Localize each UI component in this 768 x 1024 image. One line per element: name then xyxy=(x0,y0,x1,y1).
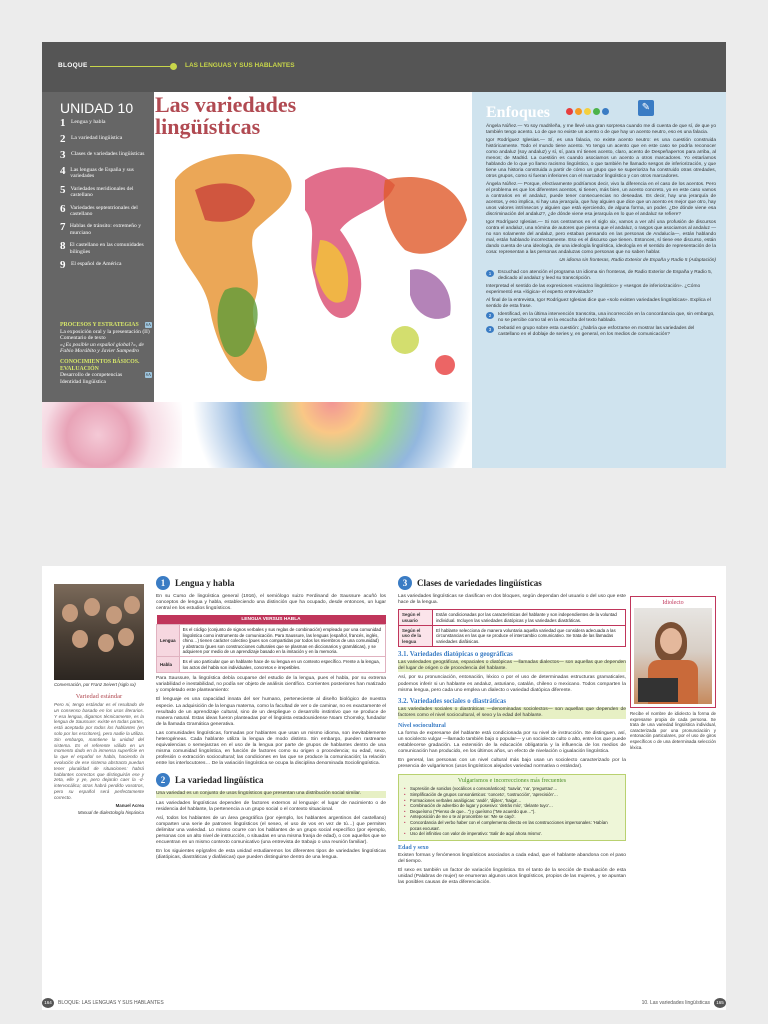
vulgarisms-box xyxy=(398,774,626,840)
table-row xyxy=(399,610,626,626)
unit-number: 6 xyxy=(60,202,66,215)
body-paragraph: En su Curso de lingüística general (1916), el semiólogo suizo Ferdinand de Saussure acuñó los conceptos de lengua y habla, estableciendo una distinción que ha ocupado, desde entonces, un lugar central en los estudios lingüísticos. xyxy=(156,594,386,612)
idiolecto-sidebar xyxy=(630,596,716,750)
unit-number: 7 xyxy=(60,221,66,234)
process-item-title: «¿Es posible un español global?», de Fabio Morábito y Javier Sampedro xyxy=(60,341,144,355)
process-item[interactable]: Desarrollo de competencias xyxy=(60,372,123,379)
right-page-body xyxy=(398,576,626,889)
footer-text: BLOQUE: LAS LENGUAS Y SUS HABLANTES xyxy=(58,1000,164,1006)
process-item[interactable]: Comentario de texto xyxy=(60,335,106,342)
question-text: Debatid en grupo sobre esta cuestión: ¿habría que esforzarse en mostrar las variedades del castellano en el doblaje de series y, en general, en los medios de comunicación? xyxy=(498,326,695,337)
list-item: • Formaciones verbales analógicas: 'andé', 'dijites', 'haiga'… xyxy=(404,798,620,804)
body-paragraph: Para Saussure, la lingüística debía ocuparse del estudio de la lengua, pues el habla, por su extrema variabilidad e inestabilidad, no podía ser objeto de análisis científico. Corrientes posteriores han matizado y completado este planteamiento: xyxy=(156,676,386,694)
candies-image xyxy=(192,402,472,468)
unit-number: 3 xyxy=(60,149,66,161)
margin-column xyxy=(54,584,144,815)
unit-item[interactable] xyxy=(60,260,152,271)
unit-number: 5 xyxy=(60,183,66,196)
table-header: LENGUA VERSUS HABLA xyxy=(157,615,386,625)
table-key: Lengua xyxy=(157,625,180,657)
body-paragraph: En los siguientes epígrafes de esta unidad estudiaremos los diferentes tipos de variedades lingüísticas (diatópicas, diastráticas y diafásicas) que pueden distinguirse dentro de una lengua. xyxy=(156,849,386,861)
unit-list xyxy=(60,118,152,276)
sa-badge: SA xyxy=(145,372,151,378)
question-text: Escuchad con atención el programa Un idioma sin fronteras, de Radio Exterior de España y Radio 5, dedicado al andaluz y leed su transcripción. xyxy=(498,270,713,281)
evaluation-heading: CONOCIMIENTOS BÁSICOS. EVALUACIÓN xyxy=(60,358,140,372)
section-heading xyxy=(398,576,626,590)
process-item[interactable]: La exposición oral y la presentación (II) xyxy=(60,328,150,335)
question-item xyxy=(486,312,716,324)
table-cell: Es el código (conjunto de signos verbales y sus reglas de combinación) empleado por una comunidad lingüística como instrumento de comunicación. Para Saussure, las lenguas (español, francés, inglés, chino…) tienen carácter colectivo (pues son compartidas por todos los miembros de una comunidad) y abstracto (pues son construcciones culturales que se plasman en diccionarios y gramáticas), y se adquieren por medio de un aprendizaje basado en la imitación y en la memoria. xyxy=(179,625,385,657)
unit-item-label: El español de América xyxy=(71,261,122,268)
sa-badge: SA xyxy=(145,322,151,327)
table-cell: Es el uso particular que un hablante hace de su lengua en un contexto específico. Frente a la lengua, los actos del habla son individuales, concretos e irrepetibles. xyxy=(179,657,385,673)
woman-laptop-image xyxy=(634,608,712,704)
sidebar-heading: Variedad estándar xyxy=(75,693,123,700)
question-subitem xyxy=(486,298,716,310)
vulgarisms-list xyxy=(404,786,620,836)
unit-item-label: Variedades meridionales del castellano xyxy=(70,185,134,199)
idiolecto-box xyxy=(630,596,716,708)
table-key: Según el uso de la lengua xyxy=(399,626,433,647)
fruit-world-map-image xyxy=(155,140,471,402)
sidebar-quote: Pero ni, tengo estándar es el resultado de un consenso basado en los usos literarios. Y esa lengua, digamos técnicamente, es la lengua de Saussure: existe en todas partes, está aceptada por todos los hablantes (en solo por los escritores), pero nadie la utiliza. Sin embargo, mantiene la unidad del sistema. Es el referente válido en un momento dado en la inmensa superficie en la que el español se habla, haciendo la evolución de ese sistema abstracto puedan tener pluralidad de situaciones: habrá hablantes correctos que distinguirán ese y zeta, elle y ye, pero dejarán caer la -d- intervocálica; otras habrá perdido vosotros, pero su español será perfectamente correcto. xyxy=(54,702,144,800)
footer-right xyxy=(642,998,726,1008)
table-cell: El hablante selecciona de manera voluntaria aquella variedad que considera adecuada a las circunstancias en las que se produce el intercambio comunicativo. Se trata de las llamadas variedades diafásicas. xyxy=(433,626,626,647)
enfoques-panel xyxy=(472,92,726,468)
question-text: Identificad, en la última intervención transcrita, una incorrección en la concordancia que, sin embargo, no se percibe como tal en la escucha del texto hablado. xyxy=(498,312,715,323)
quote-author: Manuel Acrea xyxy=(115,802,144,808)
quote-source: Manual de dialectología hispánica xyxy=(77,809,144,815)
process-item[interactable]: Identidad lingüística xyxy=(60,378,106,385)
unit-item[interactable] xyxy=(60,185,152,199)
opener-spread xyxy=(42,42,726,468)
unit-item[interactable] xyxy=(60,118,152,129)
list-item: • Combinación de adverbio de lugar y posesivo: 'detrás mío', 'delante tuyo'… xyxy=(404,803,620,809)
body-paragraph: El sexo es también un factor de variación lingüística. En el tanto de la sección de Evaluación de esta unidad (Palabras de mujer) se enumeran algunos usos lingüísticos, propios de las mujeres, y se apuntan las posibles causas de esta diferenciación. xyxy=(398,867,626,886)
table-key: Habla xyxy=(157,657,180,673)
question-text: Interpretad el sentido de las expresiones «racismo lingüístico» y «sesgos de inferiorización». ¿Cómo experimentó esa «lógica» el experto entrevistado? xyxy=(486,284,701,295)
definition-paragraph: Las variedades sociales o diastráticas —denominadas sociolectos— son aquellas que dependen de factores como el nivel sociocultural, el sexo y la edad del hablante. xyxy=(398,706,626,718)
unit-item[interactable] xyxy=(60,134,152,145)
unit-item-label: Hablas de tránsito: extremeño y murciano xyxy=(69,223,142,236)
list-item: • Concordancia del verbo haber con el complemento directo en las construcciones impersonales: 'Habían pocas excusas'. xyxy=(404,820,620,831)
enfoques-text xyxy=(486,124,716,340)
unit-label: UNIDAD 10 xyxy=(60,100,134,116)
processes-list xyxy=(60,322,152,389)
body-paragraph: Las variedades lingüísticas se clasifican en dos bloques, según dependan del usuario o del uso que este hace de la lengua. xyxy=(398,594,626,606)
lengua-habla-table xyxy=(156,615,386,673)
definition-paragraph: Las variedades geográficas, espaciales o diatópicas —llamadas dialectos— son aquellas que dependen del lugar de origen o de procedencia del hablante. xyxy=(398,660,626,672)
activity-icon xyxy=(566,108,573,115)
section-title: Lengua y habla xyxy=(175,578,235,588)
activity-icon xyxy=(584,108,591,115)
section-title: La variedad lingüística xyxy=(175,775,264,786)
left-page-body xyxy=(156,576,386,864)
unit-item[interactable] xyxy=(60,150,152,161)
bloque-title: LAS LENGUAS Y SUS HABLANTES xyxy=(185,62,295,69)
interview-paragraph: Igor Rodríguez Iglesias.— Si nos centramos en el siglo xix, vamos a ver ahí una profusión de discursos contra el andaluz, una nómina de autores que piensa que el andaluz, o rasgos que asociamos al andaluz —no son solamente del andaluz, pero estaban pensando en las personas de Andalucía—, están hablando mal, están hablando incorrectamente. Eso es el discurso que tienen. Entonces, sí tiene ese discurso, están dando cuenta de una ideología, de una ideología lingüística, ideología en el sentido de representación de la cosa: representan a las personas andaluzas como personas que no saben hablar. xyxy=(486,220,716,255)
interview-paragraph: Igor Rodríguez Iglesias.— Sí, es una falacia, no existe acento neutro: es una cuestión construida históricamente. Todo el mundo tiene acento. Yo tengo un acento que en este caso se podría reconocer como andaluz (soy andaluz) y sí, sí, para mí tienes acento, claro, acento de Despeñaperros para arriba, al menos; de Madrid. La cuestión es cuando asociamos un acento a otros marcadores. Yo estaríamos hablando de lo que yo llamo racismo lingüístico, o que también he llamado sesgos de inferiorización, y que tiene una historia construida a partir de cómo un grupo que se superioriza ha construido otras otredades, otros grupos, como si fueran inferiores con el marcador lingüístico y con otros marcadores. xyxy=(486,138,716,179)
list-item: • Simplificación de grupos consonánticos: 'conceto', 'costrucción', 'aprecisión'… xyxy=(404,792,620,798)
page-number: 164 xyxy=(42,998,54,1008)
enfoques-title: Enfoques xyxy=(486,104,551,121)
activity-icon xyxy=(593,108,600,115)
list-item: • Uso del infinitivo con valor de imperativo: 'Salir de aquí ahora mismo'. xyxy=(404,831,620,837)
unit-number: 1 xyxy=(60,117,66,129)
question-item xyxy=(486,326,716,338)
activity-icon xyxy=(602,108,609,115)
unit-number: 9 xyxy=(60,259,66,272)
table-cell: Están condicionadas por las características del hablante y son independientes de la voluntad individual. Incluyen las variedades diatópicas y las variedades diastráticas. xyxy=(433,610,626,626)
activity-icons xyxy=(566,108,609,115)
section-title: Clases de variedades lingüísticas xyxy=(417,578,542,588)
definition-paragraph: Una variedad es un conjunto de usos lingüísticos que presentan una distribución social similar. xyxy=(156,791,386,797)
classification-table xyxy=(398,609,626,647)
list-item: • Dequeísmo ("Pienso de que…") y queísmo ("Me acuerdo que…"). xyxy=(404,809,620,815)
bullet-paragraph: Las comunidades lingüísticas, formadas por hablantes que usan un mismo idioma, son inevitablemente heterogéneas. Cada hablante utiliza la lengua de modo distinto. Sin embargo, pueden rastrearse equivalencias o semejanzas en el uso de la lengua por parte de grupos de hablantes dentro de una misma comunidad lingüística, en función de factores como su origen o procedencia; su edad, sexo, profesión o extracción sociocultural; las condiciones en las que se produce la comunicación; la relación entre los interlocutores… De la variación lingüística se ocupa la disciplina denominada Sociolingüística. xyxy=(156,730,386,767)
activity-icon xyxy=(575,108,582,115)
topic-heading: Edad y sexo xyxy=(398,844,429,851)
question-subitem xyxy=(486,284,716,296)
bloque-label: BLOQUE xyxy=(58,62,88,69)
body-paragraph: La forma de expresarse del hablante está condicionada por su nivel de instrucción. Se distinguen, así, un sociolecto vulgar —llamado también bajo o popular— y un sociolecto culto o alto, entre los que puede establecerse gradación. La extensión de la educación obligatoria y la influencia de los medios de comunicación han producido, en los últimos años, un efecto de nivelación o igualación lingüística. xyxy=(398,730,626,755)
list-item: • Anteposición de me o te al pronombre se: 'Me se cayó'. xyxy=(404,814,620,820)
section-heading xyxy=(156,576,386,590)
question-item xyxy=(486,270,716,282)
processes-heading: PROCESOS Y ESTRATEGIAS xyxy=(60,322,139,328)
unit-item[interactable] xyxy=(60,166,152,180)
bullet-paragraph: El lenguaje es una capacidad innata del ser humano, perteneciente al diseño biológico de nuestra especie. La adquisición de la lengua materna, como la facultad de ver o de caminar, no es exactamente el resultado de un aprendizaje cultural, sino de un despliegue o desarrollo instintivo que se produce de manera natural. Estas ideas fueron planteadas por el lingüista estadounidense Noam Chomsky, fundador de la llamada Gramática generativa. xyxy=(156,697,387,727)
unit-item-label: Lengua y habla xyxy=(71,119,106,125)
table-row xyxy=(157,657,386,673)
section-number: 3 xyxy=(398,576,412,590)
question-number: 1 xyxy=(486,270,494,277)
idiolecto-text: Recibe el nombre de idiolecto la forma de expresarse propia de cada persona. Se trata de una variedad lingüística individual, caracterizada por una pronunciación y entonación particulares, por el uso de giros específicos o de una determinada selección léxica. xyxy=(630,711,716,750)
ice-cream-image xyxy=(42,402,182,468)
unit-title: Las variedades lingüísticas xyxy=(155,92,297,139)
body-paragraph: Así, todos los hablantes de un área geográfica (por ejemplo, los hablantes argentinos del castellano) comparten una serie de patrones lingüísticos (el seseo, el uso de vos en vez de tú…) que permiten delimitar una variedad. Lo mismo ocurre con los hablantes de un grupo social específico (por ejemplo, personas con un alto nivel de instrucción, o situadas en una misma franja de edad), o con aquellos que se encuentran en un mismo contexto comunicativo (una entrevista de trabajo o una reunión familiar). xyxy=(156,815,387,846)
unit-number: 4 xyxy=(60,165,66,177)
question-text: Al final de la entrevista, Igor Rodríguez Iglesias dice que «solo existen variedades lingüísticas». Explica el sentido de esta frase. xyxy=(486,298,711,309)
subsection-heading: 3.1. Variedades diatópicas o geográficas xyxy=(398,651,513,659)
section-number: 2 xyxy=(156,773,170,787)
unit-item[interactable] xyxy=(60,204,152,218)
body-paragraph: Así, por su pronunciación, entonación, léxico o por el uso de determinadas estructuras gramaticales, podemos inferir si un hablante es andaluz, asturiano, catalán, chileno o mexicano. Todos comparten la misma lengua, pero cada uno emplea un dialecto o variedad diatópica diferente. xyxy=(398,675,626,693)
process-item[interactable] xyxy=(60,342,152,355)
interview-source: Un idioma sin fronteras, Radio Exterior de España y Radio 5 (Adaptación) xyxy=(559,258,716,263)
vulgarisms-title: Vulgarismos e incorrecciones más frecuentes xyxy=(457,778,567,785)
interview-paragraph: Ángela Núñez.— Porque, efectivamente podríamos decir, vivo la diferencia en el caso de los acentos. Pero el problema es que los diferentes acentos, si tienen, más bien, un acento concreto, yo en este caso vamos a contrarios en el andaluz, puede tener consecuencias no deseadas. Es decir, hay una jerarquía de acentos, y eso implica, si hay una jerarquía, que hay alguien que dice que un acento es mejor que otro, hay unos valores intrínsecos y alguien que está ejerciendo, de alguna forma, un poder. ¿De dónde viene esa discriminación del andaluz?, ¿de dónde viene esa jerarquía en lo que el andaluz se refiere? xyxy=(486,182,716,217)
question-number: 3 xyxy=(486,326,494,333)
unit-item-label: La variedad lingüística xyxy=(71,135,123,141)
unit-item-label: El castellano en las comunidades bilingües xyxy=(69,242,144,255)
unit-number: 8 xyxy=(60,240,66,253)
idiolecto-title: Idiolecto xyxy=(662,600,684,606)
body-paragraph: Existen formas y fenómenos lingüísticos asociados a cada edad, que el hablante abandona con el paso del tiempo. xyxy=(398,852,626,864)
topic-heading: Nivel sociocultural xyxy=(398,722,446,729)
question-number: 2 xyxy=(486,312,494,319)
unit-item[interactable] xyxy=(60,241,152,255)
footer-left xyxy=(42,998,164,1008)
painting-image xyxy=(54,584,144,680)
body-paragraph: Las variedades lingüísticas dependen de factores externos al lenguaje: el lugar de nacimiento o de residencia del hablante, la pertenencia a un grupo social o el contexto situacional. xyxy=(156,800,386,812)
list-item: • Supresión de sonidos (vocálicos o consonánticos): 'toavía', 'na', 'preguntao'… xyxy=(404,786,620,792)
unit-number: 2 xyxy=(60,133,66,145)
unit-item[interactable] xyxy=(60,222,152,236)
bullet-icon xyxy=(170,63,177,70)
header-bar xyxy=(42,42,726,92)
content-spread xyxy=(42,566,726,1010)
body-paragraph: En general, las personas con un nivel cultural más bajo usan un sociolecto caracterizado por la presencia de vulgarismos (usos lingüísticos alejados variedad normativa o estándar). xyxy=(398,758,626,770)
header-divider xyxy=(90,66,170,67)
unit-item-label: Variedades septentrionales del castellano xyxy=(70,204,138,218)
table-key: Según el usuario xyxy=(399,610,433,626)
page-number: 165 xyxy=(714,998,726,1008)
painting-caption: Conversación, por Franz Seivert (siglo xx) xyxy=(54,682,136,687)
footer-text: 10. Las variedades lingüísticas xyxy=(641,1000,710,1006)
unit-item-label: Clases de variedades lingüísticas xyxy=(71,151,145,157)
table-row xyxy=(157,625,386,657)
section-number: 1 xyxy=(156,576,170,590)
pencil-icon[interactable]: ✎ xyxy=(638,100,654,116)
table-row xyxy=(399,626,626,647)
subsection-heading: 3.2. Variedades sociales o diastráticas xyxy=(398,697,506,705)
section-heading xyxy=(156,773,386,787)
unit-item-label: Las lenguas de España y sus variedades xyxy=(70,167,134,180)
unit-index xyxy=(42,92,154,408)
interview-paragraph: Ángela Núñez.— Yo soy madrileña, y me llevé una gran sorpresa cuando me di cuenta de que sí, de que yo también tengo acento. Lo de que no existe un acento o de que hay un acento neutro, eso es una falacia. xyxy=(486,124,716,135)
